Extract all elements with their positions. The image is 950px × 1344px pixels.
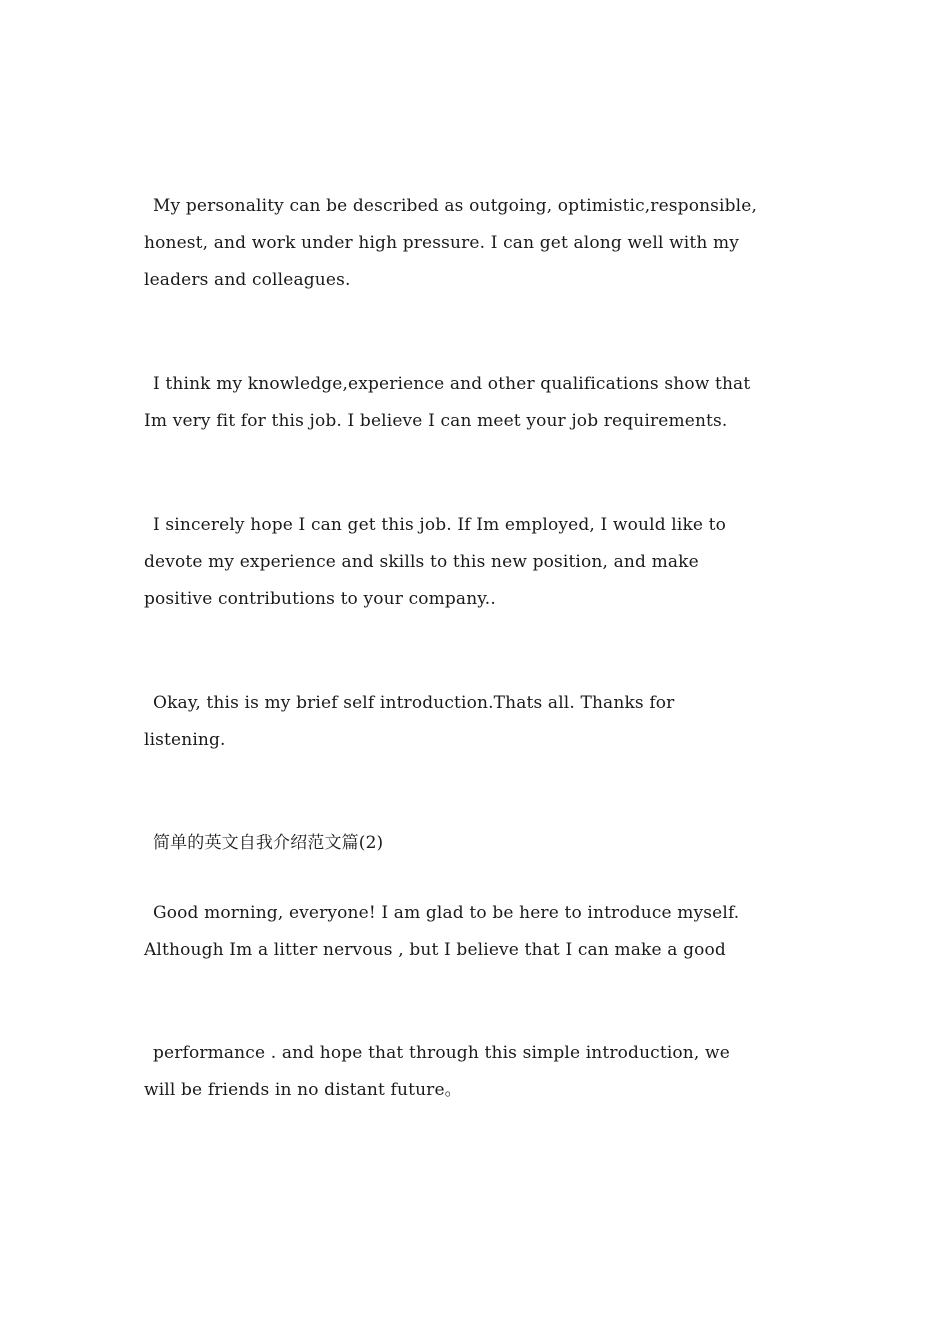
paragraph-line: performance . and hope that through this simple introduction, we [153,1043,730,1063]
paragraph-line: honest, and work under high pressure. I can get along well with my [144,233,740,253]
paragraph-line: positive contributions to your company.. [144,589,496,609]
paragraph-line: will be friends in no distant future。 [144,1080,462,1100]
paragraph-line: Although Im a litter nervous , but I believe that I can make a good [144,940,726,960]
paragraph-line: leaders and colleagues. [144,270,351,290]
paragraph-line: Im very fit for this job. I believe I can meet your job requirements. [144,411,728,431]
paragraph-line: listening. [144,730,226,750]
paragraph-line: My personality can be described as outgoing, optimistic,responsible, [153,196,758,216]
paragraph-line: devote my experience and skills to this new position, and make [144,552,699,572]
paragraph-line: I sincerely hope I can get this job. If Im employed, I would like to [153,515,727,535]
section-heading: 简单的英文自我介绍范文篇(2) [153,833,384,853]
paragraph-line: Good morning, everyone! I am glad to be here to introduce myself. [153,903,740,923]
paragraph-line: Okay, this is my brief self introduction.Thats all. Thanks for [153,693,675,713]
paragraph-line: I think my knowledge,experience and other qualifications show that [153,374,751,394]
